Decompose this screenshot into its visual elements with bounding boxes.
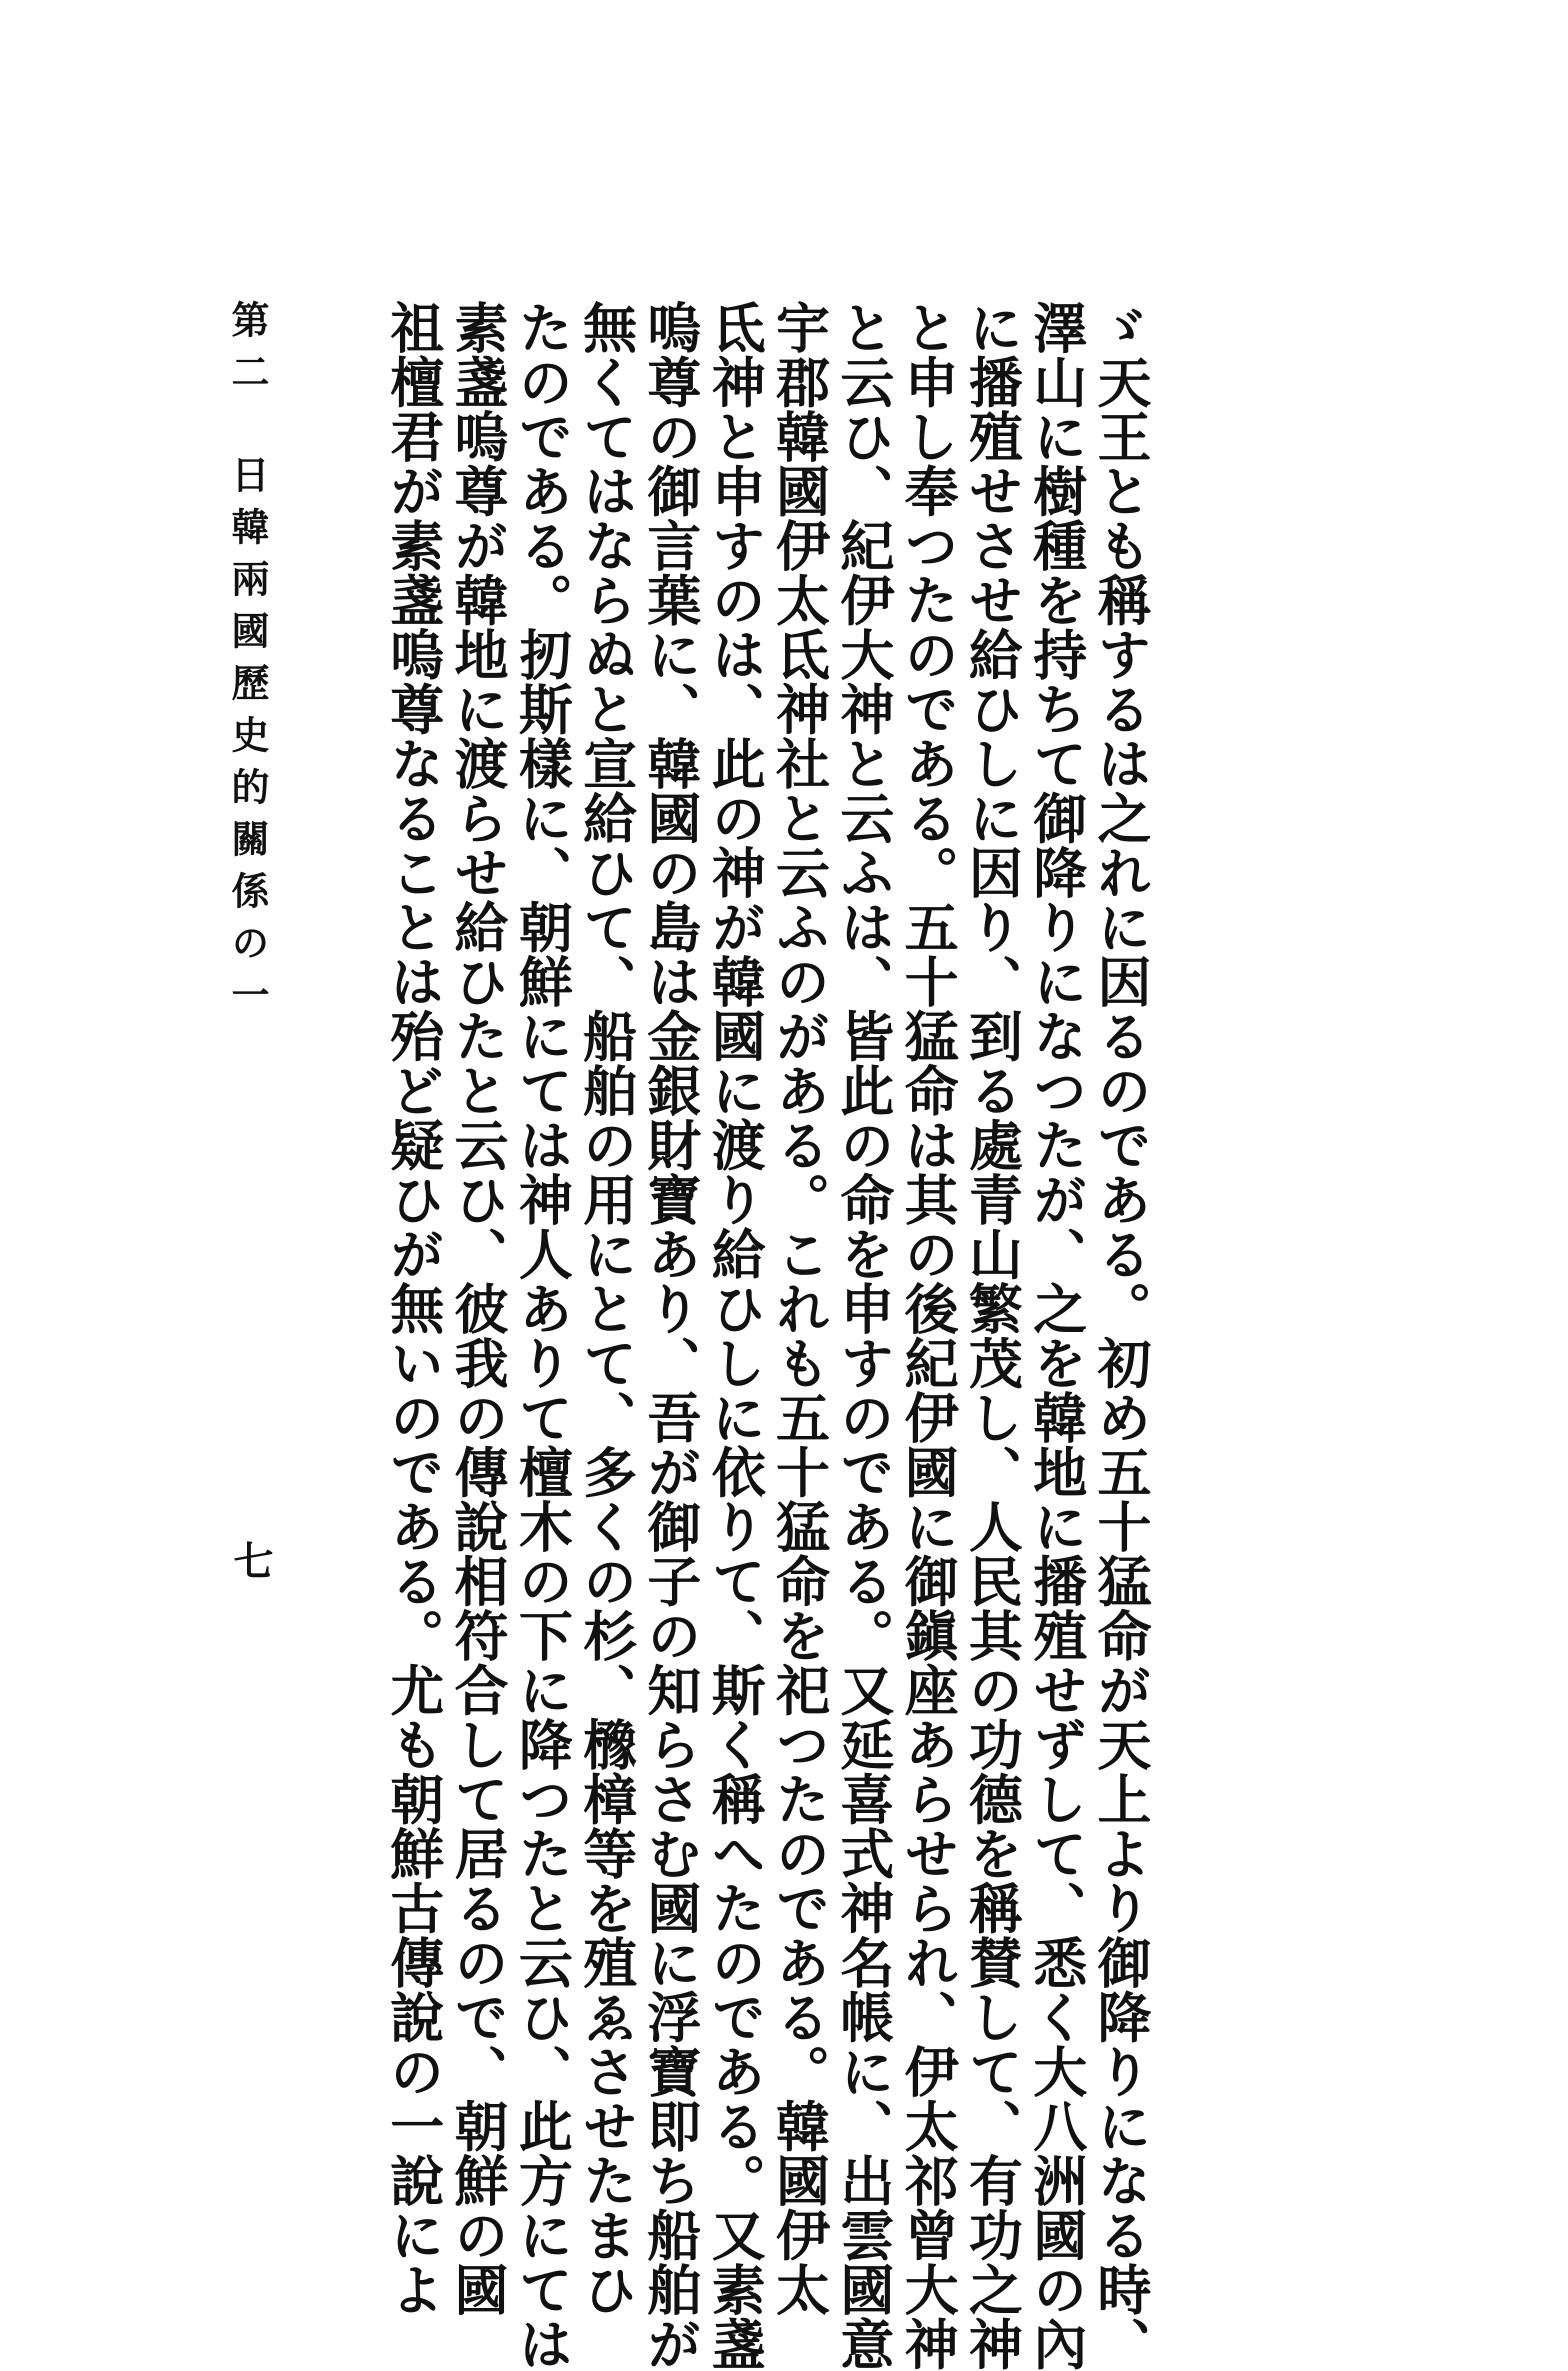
text-column: 嗚尊の御言葉に、韓國の島は金銀財寶あり、吾が御子の知らさむ國に浮寶即ち船舶が bbox=[638, 300, 703, 2371]
text-column: 氐神と申すのは、此の神が韓國に渡り給ひしに依りて、斯く稱へたのである。又素盞 bbox=[703, 300, 768, 2371]
chapter-title: 日韓兩國歷史的關係の一 bbox=[225, 455, 270, 1028]
text-column: ゞ天王とも稱するは之れに因るのである。初め五十猛命が天上より御降りになる時、 bbox=[1089, 300, 1153, 2371]
text-column: 素盞嗚尊が韓地に渡らせ給ひたと云ひ、彼我の傳說相符合して居るので、朝鮮の國 bbox=[446, 300, 511, 2317]
chapter-number: 第二 bbox=[225, 300, 270, 404]
text-column: と云ひ、紀伊大神と云ふは、皆此の命を申すのである。又延喜式神名帳に、出雲國意 bbox=[831, 300, 896, 2371]
text-column: 祖檀君が素盞嗚尊なることは殆ど疑ひが無いのである。尤も朝鮮古傳說の一說によ bbox=[381, 300, 446, 2317]
body-text bbox=[381, 300, 1153, 2371]
text-column: と申し奉つたのである。五十猛命は其の後紀伊國に御鎭座あらせられ、伊太祁曾大神 bbox=[896, 300, 961, 2371]
text-column: に播殖せさせ給ひしに因り、到る處青山繁茂し、人民其の功德を稱賛して、有功之神 bbox=[960, 300, 1025, 2371]
text-column: 無くてはならぬと宣給ひて、船舶の用にとて、多くの杉、櫲樟等を殖ゑさせたまひ bbox=[574, 300, 639, 2317]
text-column: たのである。扨斯樣に、朝鮮にては神人ありて檀木の下に降つたと云ひ、此方にては bbox=[510, 300, 575, 2371]
page-number: 七 bbox=[227, 1540, 274, 1580]
text-column: 澤山に樹種を持ちて御降りになつたが、之を韓地に播殖せずして、悉く大八洲國の內 bbox=[1024, 300, 1089, 2371]
text-column: 宇郡韓國伊太氐神社と云ふのがある。これも五十猛命を祀つたのである。韓國伊太 bbox=[767, 300, 832, 2317]
running-header bbox=[220, 300, 275, 1027]
